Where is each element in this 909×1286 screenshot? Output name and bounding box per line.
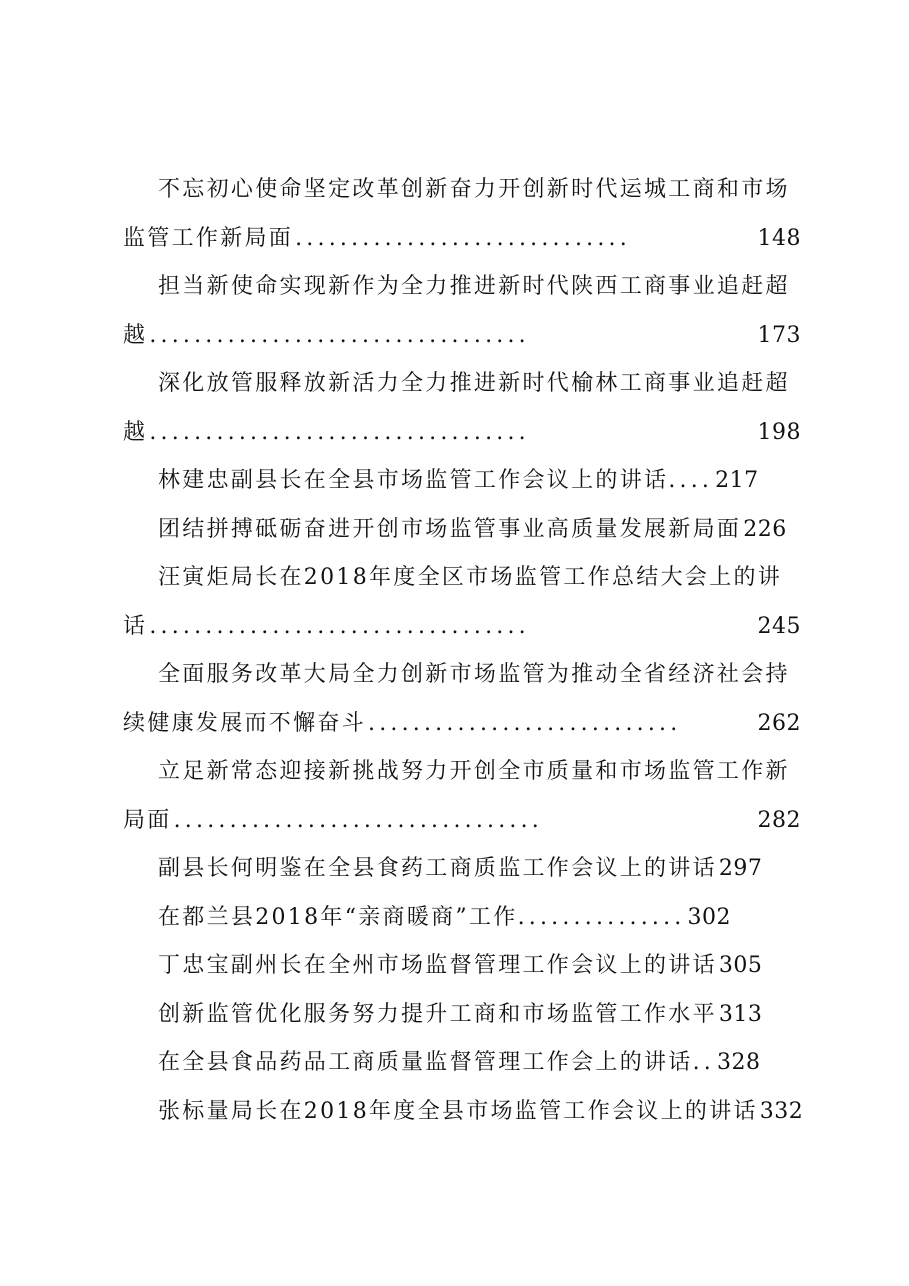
toc-entry-title-line1: 立足新常态迎接新挑战努力开创全市质量和市场监管工作新 bbox=[158, 759, 790, 784]
toc-entry-line2 bbox=[123, 603, 801, 652]
toc-leader-dots: .... bbox=[668, 468, 714, 493]
toc-entry[interactable] bbox=[123, 991, 801, 1040]
toc-entry-title: 创新监管优化服务努力提升工商和市场监管工作水平 bbox=[158, 1001, 717, 1027]
toc-leader-dots: ............... bbox=[517, 904, 686, 930]
toc-entry-title-line1: 担当新使命实现新作为全力推进新时代陕西工商事业追赶超 bbox=[158, 274, 790, 299]
toc-entry[interactable] bbox=[123, 360, 801, 457]
toc-page-number: 148 bbox=[757, 225, 801, 251]
toc-leader-dots: .............................. bbox=[295, 225, 631, 251]
toc-entry-line bbox=[123, 894, 801, 943]
toc-leader-dots: .. bbox=[692, 1050, 715, 1075]
toc-entry-title-line2: 局面 bbox=[123, 807, 172, 833]
toc-entry-line2 bbox=[123, 409, 801, 458]
toc-entry[interactable] bbox=[123, 651, 801, 748]
toc-leader-dots: ............................ bbox=[368, 710, 682, 736]
toc-entry-title: 林建忠副县长在全县市场监管工作会议上的讲话 bbox=[158, 468, 669, 493]
toc-leader-dots: .................................. bbox=[149, 613, 530, 639]
table-of-contents bbox=[123, 166, 804, 1136]
toc-entry-line2 bbox=[123, 312, 801, 361]
toc-page-number: 328 bbox=[717, 1050, 761, 1075]
toc-page-number: 173 bbox=[757, 322, 801, 348]
toc-leader-dots: .................................. bbox=[149, 322, 530, 348]
toc-page-number: 302 bbox=[687, 904, 731, 930]
toc-page-number: 217 bbox=[715, 468, 759, 493]
toc-entry-line bbox=[123, 457, 801, 506]
toc-entry-line bbox=[123, 845, 801, 894]
toc-entry-line bbox=[123, 506, 801, 555]
toc-entry-title: 团结拼搏砥砺奋进开创市场监管事业高质量发展新局面 bbox=[158, 516, 742, 542]
toc-entry-line2 bbox=[123, 797, 801, 846]
toc-page-number: 226 bbox=[743, 516, 787, 542]
toc-entry-line2 bbox=[123, 700, 801, 749]
toc-leader-dots: ................................. bbox=[173, 807, 543, 833]
toc-entry-title-line2: 越 bbox=[123, 322, 148, 348]
toc-entry-title-line2: 监管工作新局面 bbox=[123, 225, 294, 251]
toc-entry-line bbox=[123, 1039, 801, 1088]
toc-entry-line bbox=[123, 1088, 804, 1137]
toc-entry[interactable] bbox=[123, 894, 801, 943]
toc-page-number: 297 bbox=[718, 856, 763, 881]
toc-page-number: 332 bbox=[759, 1098, 804, 1124]
toc-entry[interactable] bbox=[123, 845, 801, 894]
toc-page-number: 262 bbox=[757, 710, 801, 736]
toc-entry[interactable] bbox=[123, 166, 801, 263]
toc-entry-title-line2: 续健康发展而不懈奋斗 bbox=[123, 710, 367, 736]
toc-entry-title-line1: 不忘初心使命坚定改革创新奋力开创新时代运城工商和市场 bbox=[158, 177, 790, 202]
toc-page-number: 282 bbox=[757, 807, 801, 833]
toc-entry[interactable] bbox=[123, 457, 801, 506]
toc-entry-title: 在都兰县2018年“亲商暖商”工作 bbox=[158, 904, 518, 930]
toc-entry-title-line2: 话 bbox=[123, 613, 148, 639]
toc-entry[interactable] bbox=[123, 748, 801, 845]
toc-page-number: 305 bbox=[718, 953, 763, 978]
toc-entry-title: 副县长何明鉴在全县食药工商质监工作会议上的讲话 bbox=[158, 856, 717, 881]
toc-entry-title-line1: 深化放管服释放新活力全力推进新时代榆林工商事业追赶超 bbox=[158, 371, 790, 396]
toc-entry-title-line1: 汪寅炬局长在2018年度全区市场监管工作总结大会上的讲 bbox=[158, 565, 783, 590]
toc-entry[interactable] bbox=[123, 506, 801, 555]
toc-entry-line bbox=[123, 991, 801, 1040]
toc-entry-title: 在全县食品药品工商质量监督管理工作会上的讲话 bbox=[158, 1050, 693, 1075]
toc-entry[interactable] bbox=[123, 263, 801, 360]
toc-entry-title-line2: 越 bbox=[123, 419, 148, 445]
toc-entry-line bbox=[123, 942, 801, 991]
toc-entry-line2 bbox=[123, 215, 801, 264]
toc-leader-dots: .................................. bbox=[149, 419, 530, 445]
toc-entry-title: 张标量局长在2018年度全县市场监管工作会议上的讲话 bbox=[158, 1098, 758, 1124]
toc-page-number: 245 bbox=[757, 613, 801, 639]
toc-page-number: 198 bbox=[757, 419, 801, 445]
toc-entry[interactable] bbox=[123, 942, 801, 991]
toc-entry[interactable] bbox=[123, 554, 801, 651]
toc-entry[interactable] bbox=[123, 1088, 804, 1137]
toc-entry[interactable] bbox=[123, 1039, 801, 1088]
toc-entry-title: 丁忠宝副州长在全州市场监督管理工作会议上的讲话 bbox=[158, 953, 717, 978]
toc-entry-title-line1: 全面服务改革大局全力创新市场监管为推动全省经济社会持 bbox=[158, 662, 790, 687]
toc-page-number: 313 bbox=[718, 1001, 763, 1027]
